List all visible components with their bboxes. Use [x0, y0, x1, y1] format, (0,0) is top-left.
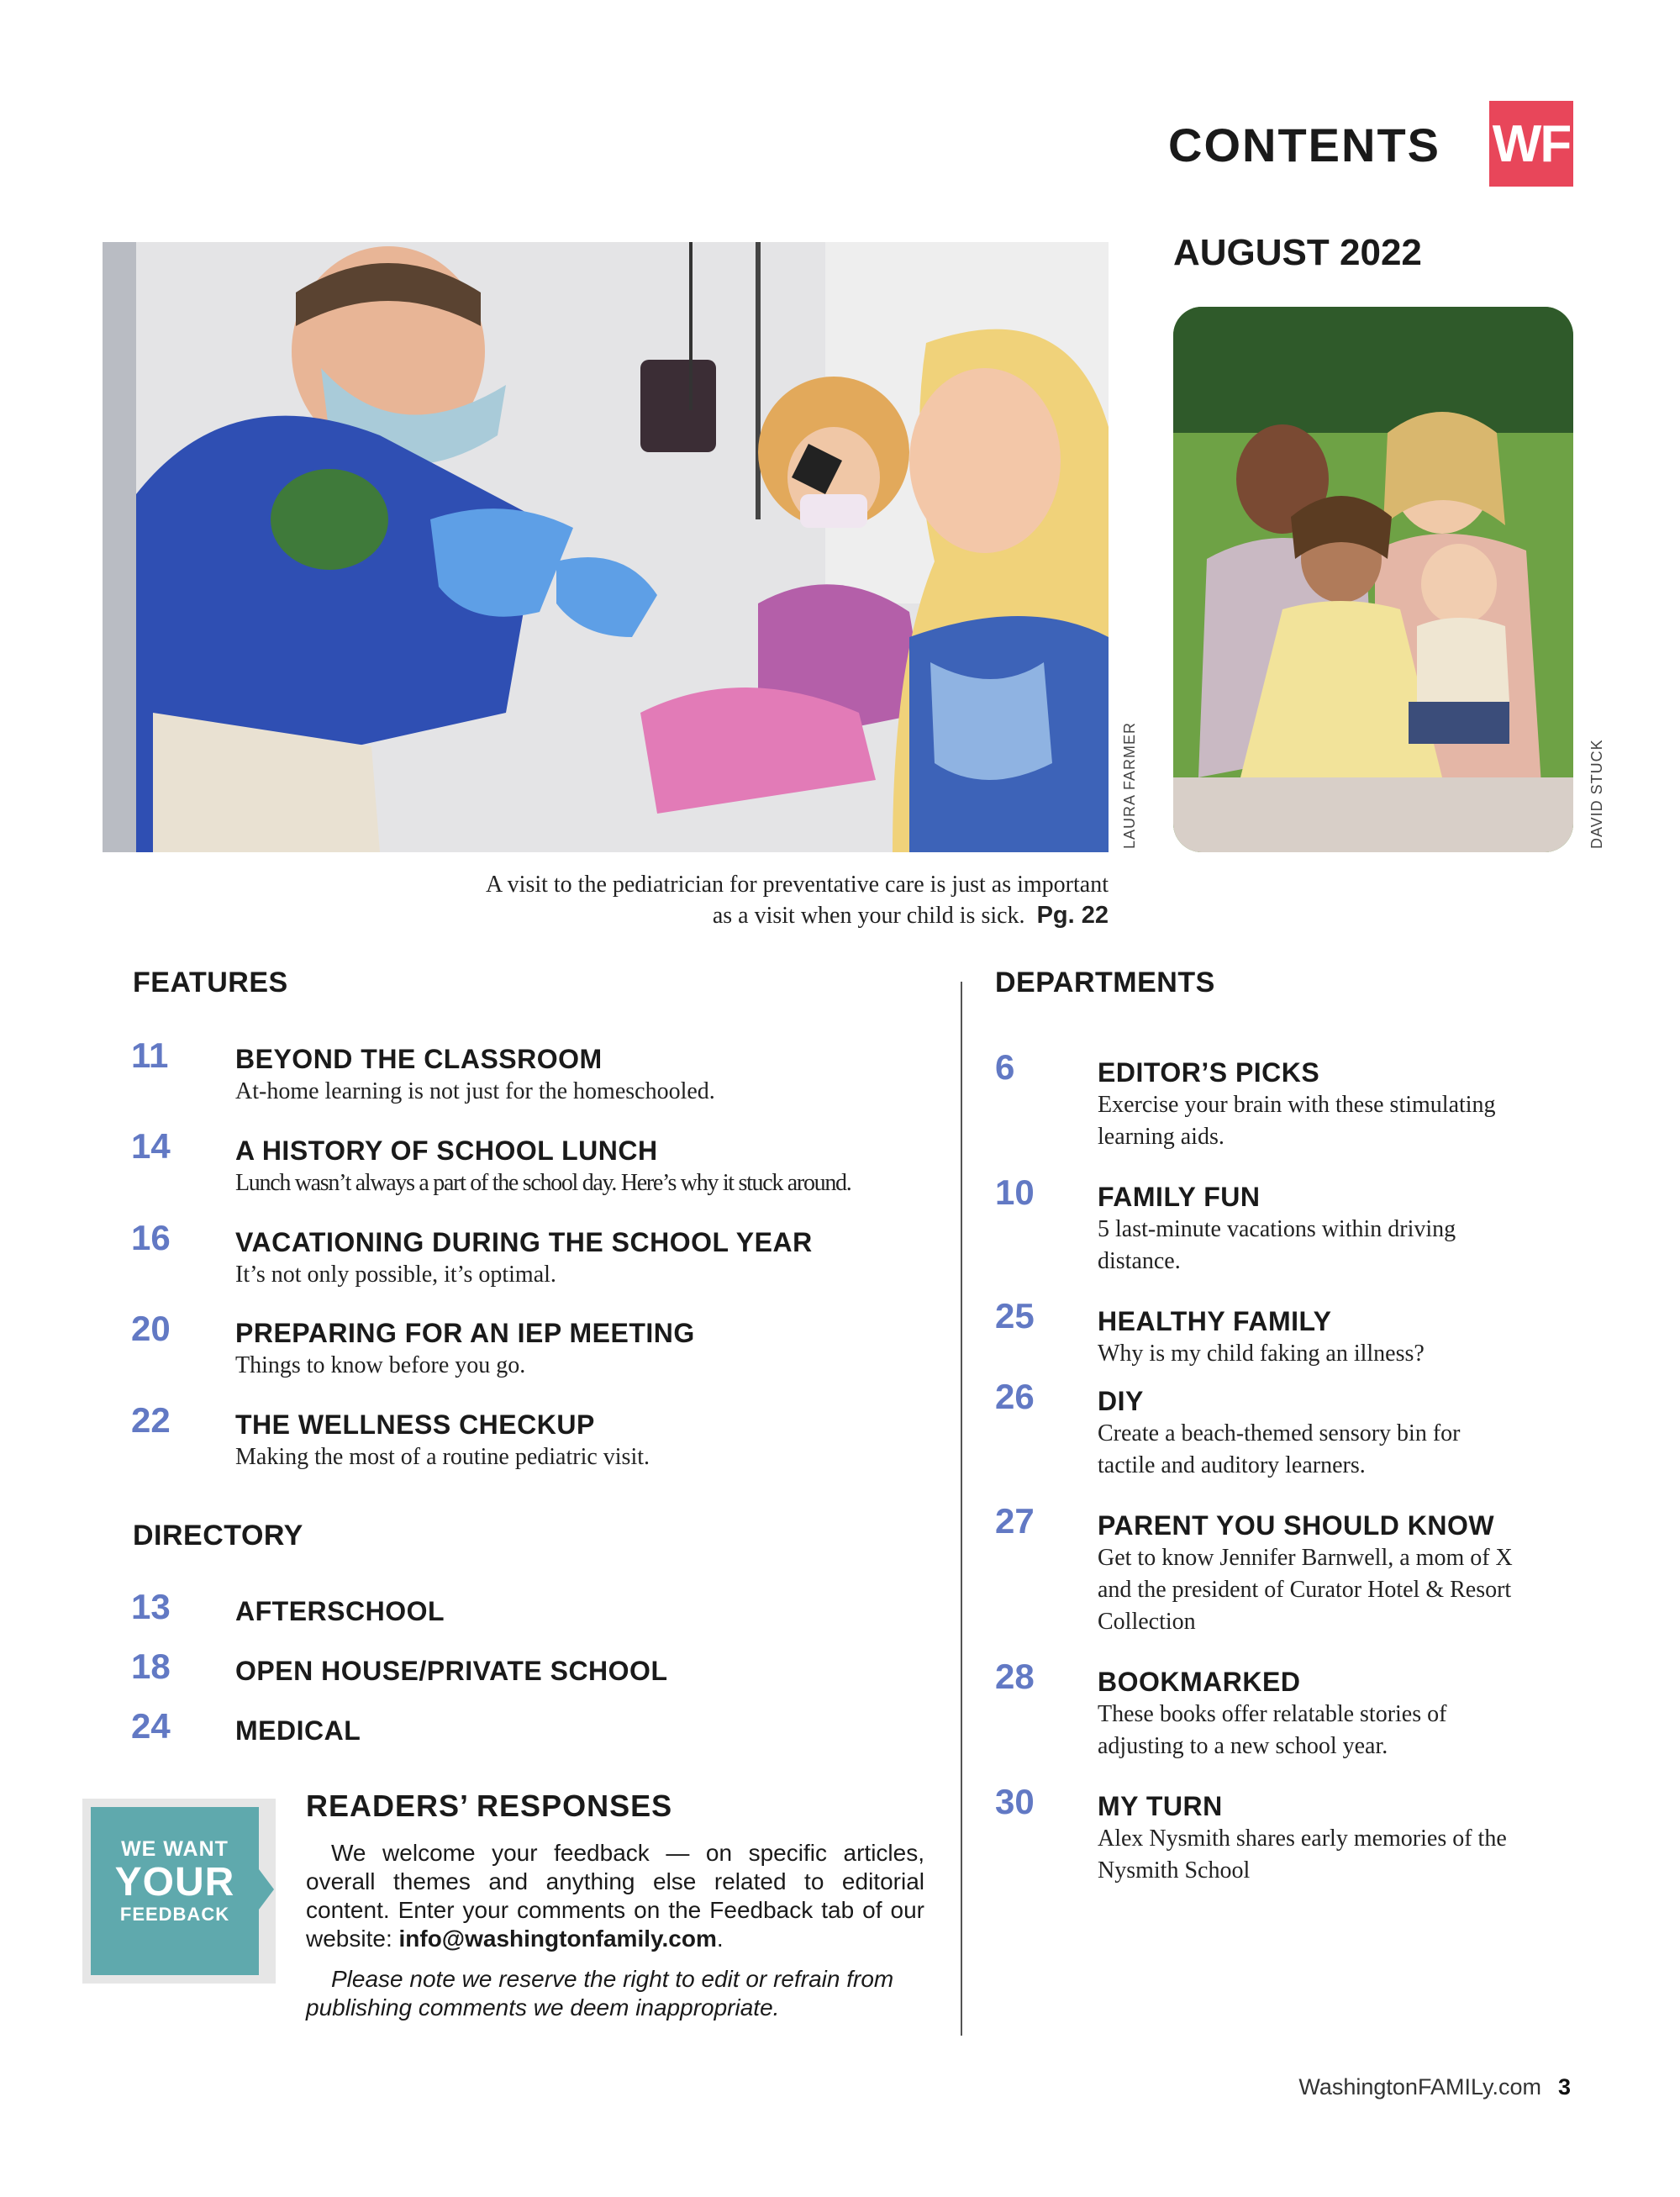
department-page-number: 26 [995, 1377, 1035, 1416]
department-title[interactable]: BOOKMARKED [1098, 1667, 1301, 1697]
main-photo [103, 242, 1109, 852]
page-footer [1298, 2074, 1571, 2100]
department-desc-line: adjusting to a new school year. [1098, 1733, 1388, 1759]
issue-date: AUGUST 2022 [1173, 232, 1422, 273]
directory-page-number: 13 [131, 1587, 171, 1626]
feedback-badge-line3: FEEDBACK [119, 1904, 230, 1925]
feedback-email-link[interactable]: info@washingtonfamily.com [398, 1926, 717, 1952]
feature-desc: Lunch wasn’t always a part of the school day. Here’s why it stuck around. [235, 1170, 851, 1196]
department-desc-line: tactile and auditory learners. [1098, 1452, 1366, 1478]
feature-page-number: 20 [131, 1309, 171, 1348]
feature-desc: Things to know before you go. [235, 1352, 526, 1378]
department-title[interactable]: HEALTHY FAMILY [1098, 1306, 1332, 1336]
caption-line-2: as a visit when your child is sick. Pg. 22 [712, 902, 1109, 929]
feature-page-number: 14 [131, 1126, 171, 1166]
department-page-number: 10 [995, 1172, 1035, 1212]
directory-title[interactable]: AFTERSCHOOL [235, 1596, 445, 1626]
footer-site[interactable]: WashingtonFAMILy.com [1298, 2074, 1541, 2100]
readers-responses-heading: READERS’ RESPONSES [306, 1789, 673, 1823]
readers-responses-note: Please note we reserve the right to edit or refrain from publishing comments we deem inappropriate. [306, 1966, 894, 2021]
department-desc-line: Alex Nysmith shares early memories of the [1098, 1826, 1507, 1852]
feature-desc: Making the most of a routine pediatric visit. [235, 1444, 650, 1470]
directory-page-number: 18 [131, 1646, 171, 1686]
directory-title[interactable]: OPEN HOUSE/PRIVATE SCHOOL [235, 1656, 668, 1686]
department-title[interactable]: PARENT YOU SHOULD KNOW [1098, 1510, 1495, 1541]
wf-logo: WF [1489, 101, 1573, 187]
feedback-badge-arrow [244, 1849, 274, 1930]
pediatrician-illustration [103, 242, 1109, 852]
department-title[interactable]: MY TURN [1098, 1791, 1223, 1821]
feature-title[interactable]: VACATIONING DURING THE SCHOOL YEAR [235, 1227, 813, 1257]
feature-title[interactable]: A HISTORY OF SCHOOL LUNCH [235, 1135, 658, 1166]
feedback-badge-line2: YOUR [114, 1860, 235, 1905]
caption-line-1: A visit to the pediatrician for preventative care is just as important [485, 872, 1109, 898]
caption-page-ref: Pg. 22 [1036, 902, 1109, 929]
features-heading: FEATURES [133, 967, 288, 998]
department-desc-line: Nysmith School [1098, 1857, 1251, 1884]
page-title: CONTENTS [1168, 119, 1440, 171]
directory-page-number: 24 [131, 1706, 171, 1746]
department-page-number: 25 [995, 1296, 1035, 1336]
family-photo [1173, 307, 1573, 852]
feature-page-number: 16 [131, 1218, 171, 1257]
department-desc-line: Exercise your brain with these stimulating [1098, 1092, 1496, 1118]
page-number: 3 [1557, 2074, 1571, 2100]
feature-title[interactable]: PREPARING FOR AN IEP MEETING [235, 1318, 695, 1348]
department-desc-line: learning aids. [1098, 1124, 1224, 1150]
main-photo-credit: LAURA FARMER [1121, 721, 1138, 849]
directory-heading: DIRECTORY [133, 1520, 303, 1552]
photo-caption [269, 869, 1109, 931]
feature-page-number: 22 [131, 1400, 171, 1440]
feature-title[interactable]: THE WELLNESS CHECKUP [235, 1409, 595, 1440]
feature-desc: At-home learning is not just for the homeschooled. [235, 1078, 715, 1104]
department-title[interactable]: EDITOR’S PICKS [1098, 1057, 1320, 1088]
directory-title[interactable]: MEDICAL [235, 1715, 361, 1746]
departments-heading: DEPARTMENTS [995, 967, 1215, 998]
feedback-badge-line1: WE WANT [121, 1837, 229, 1861]
family-illustration [1173, 307, 1573, 852]
column-divider [961, 982, 962, 2036]
department-title[interactable]: FAMILY FUN [1098, 1182, 1261, 1212]
department-page-number: 27 [995, 1501, 1035, 1541]
department-desc-line: distance. [1098, 1248, 1181, 1274]
department-desc-line: Create a beach-themed sensory bin for [1098, 1420, 1461, 1446]
department-desc-line: Collection [1098, 1609, 1196, 1635]
department-desc-line: Get to know Jennifer Barnwell, a mom of X [1098, 1545, 1513, 1571]
department-desc-line: These books offer relatable stories of [1098, 1701, 1447, 1727]
department-title[interactable]: DIY [1098, 1386, 1144, 1416]
feature-title[interactable]: BEYOND THE CLASSROOM [235, 1044, 603, 1074]
side-photo-credit: DAVID STUCK [1588, 739, 1605, 849]
feature-desc: It’s not only possible, it’s optimal. [235, 1262, 556, 1288]
department-page-number: 28 [995, 1657, 1035, 1696]
department-desc-line: and the president of Curator Hotel & Resort [1098, 1577, 1512, 1603]
department-desc-line: Why is my child faking an illness? [1098, 1341, 1425, 1367]
feedback-badge [91, 1807, 259, 1975]
department-desc-line: 5 last-minute vacations within driving [1098, 1216, 1456, 1242]
department-page-number: 30 [995, 1782, 1035, 1821]
feature-page-number: 11 [131, 1035, 169, 1075]
readers-responses-body: We welcome your feedback — on specific articles, overall themes and anything else related to editorial content. Enter your comments on the Feedback tab of our website: info@washingtonfamily.com. [306, 1840, 924, 1952]
department-page-number: 6 [995, 1047, 1015, 1087]
